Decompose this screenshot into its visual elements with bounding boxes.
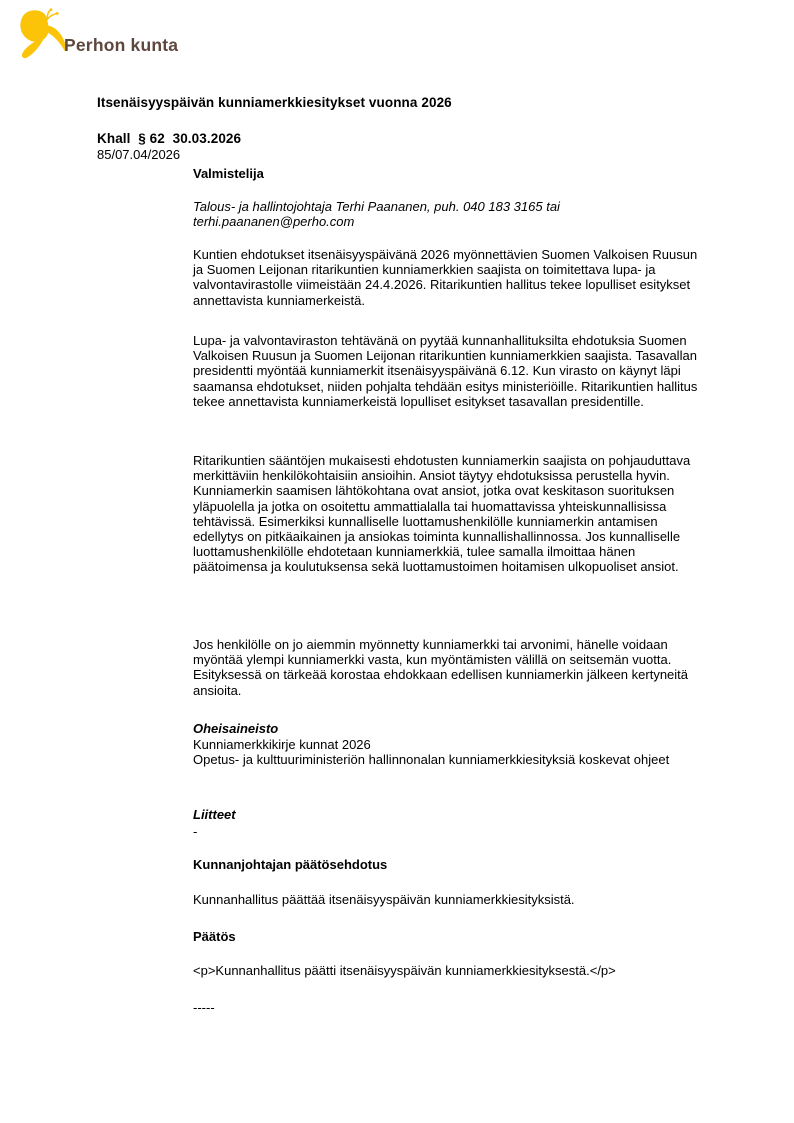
preparer-info: Talous- ja hallintojohtaja Terhi Paananen, puh. 040 183 3165 tai terhi.paananen@perho.com — [193, 199, 560, 230]
separator-dashes: ----- — [193, 1000, 215, 1015]
document-title: Itsenäisyyspäivän kunniamerkkiesitykset vuonna 2026 — [97, 95, 452, 110]
attachment-item: Opetus- ja kulttuuriministeriön hallinnonalan kunniamerkkiesityksiä koskevat ohjeet — [193, 752, 670, 767]
paragraph: Ritarikuntien sääntöjen mukaisesti ehdotusten kunniamerkin saajista on pohjauduttava merkittäviin henkilökohtaisiin ansioihin. Ansiot täytyy ehdotuksissa perustella hyvin. Kunniamerkin saamisen lähtökohtana ovat ansiot, jotka ovat keskitason suorituksen yläpuolella ja jotka on osoitettu ammattialalla tai huomattavissa yhteiskunnallisissa tehtävissä. Esimerkiksi kunnalliselle luottamushenkilölle kunniamerkin antamisen edellytys on pitkäaikainen ja ansiokas toiminta kunnallishallinnossa. Jos kunnalliselle luottamushenkilölle ehdotetaan kunniamerkkiä, tulee samalla ilmoittaa hänen päätoimensa ja koulutuksensa sekä luottamustoimen hoitamisen ulkopuoliset ansiot. — [193, 453, 691, 575]
appendices-value: - — [193, 824, 198, 839]
decision-heading: Päätös — [193, 929, 236, 944]
logo-brand-text: Perhon kunta — [64, 35, 179, 55]
diary-number: 85/07.04/2026 — [97, 147, 181, 162]
decision-text: <p>Kunnanhallitus päätti itsenäisyyspäivän kunniamerkkiesityksestä.</p> — [193, 963, 616, 978]
paragraph: Jos henkilölle on jo aiemmin myönnetty kunniamerkki tai arvonimi, hänelle voidaan myöntää ylempi kunniamerkki vasta, kun myöntämisten välillä on seitsemän vuotta. Esityksessä on tärkeää korostaa ehdokkaan edellisen kunniamerkin jälkeen kertyneitä ansioita. — [193, 637, 689, 698]
attachment-item: Kunniamerkkikirje kunnat 2026 — [193, 737, 371, 752]
meeting-reference: Khall § 62 30.03.2026 — [97, 131, 242, 146]
paragraph: Kuntien ehdotukset itsenäisyyspäivänä 2026 myönnettävien Suomen Valkoisen Ruusun ja Suomen Leijonan ritarikuntien kunniamerkkien saajista on toimitettava lupa- ja valvontavirastolle viimeistään 24.4.2026. Ritarikuntien hallitus tekee lopulliset esitykset annettavista kunniamerkeistä. — [193, 247, 698, 308]
municipality-logo — [18, 8, 308, 70]
preparer-heading: Valmistelija — [193, 166, 264, 181]
appendices-heading: Liitteet — [193, 807, 236, 822]
proposal-heading: Kunnanjohtajan päätösehdotus — [193, 857, 388, 872]
butterfly-icon — [18, 8, 70, 62]
proposal-text: Kunnanhallitus päättää itsenäisyyspäivän kunniamerkkiesityksistä. — [193, 892, 575, 907]
attachments-heading: Oheisaineisto — [193, 721, 279, 736]
paragraph: Lupa- ja valvontaviraston tehtävänä on pyytää kunnanhallituksilta ehdotuksia Suomen Valkoisen Ruusun ja Suomen Leijonan ritarikuntien kunniamerkkien saajista. Tasavallan presidentti myöntää kunniamerkit itsenäisyyspäivänä 6.12. Kun virasto on käynyt läpi saamansa ehdotukset, niiden pohjalta tehdään esitys ministeriöille. Ritarikuntien hallitus tekee annettavista kunniamerkeistä lopulliset esitykset tasavallan presidentille. — [193, 333, 698, 409]
